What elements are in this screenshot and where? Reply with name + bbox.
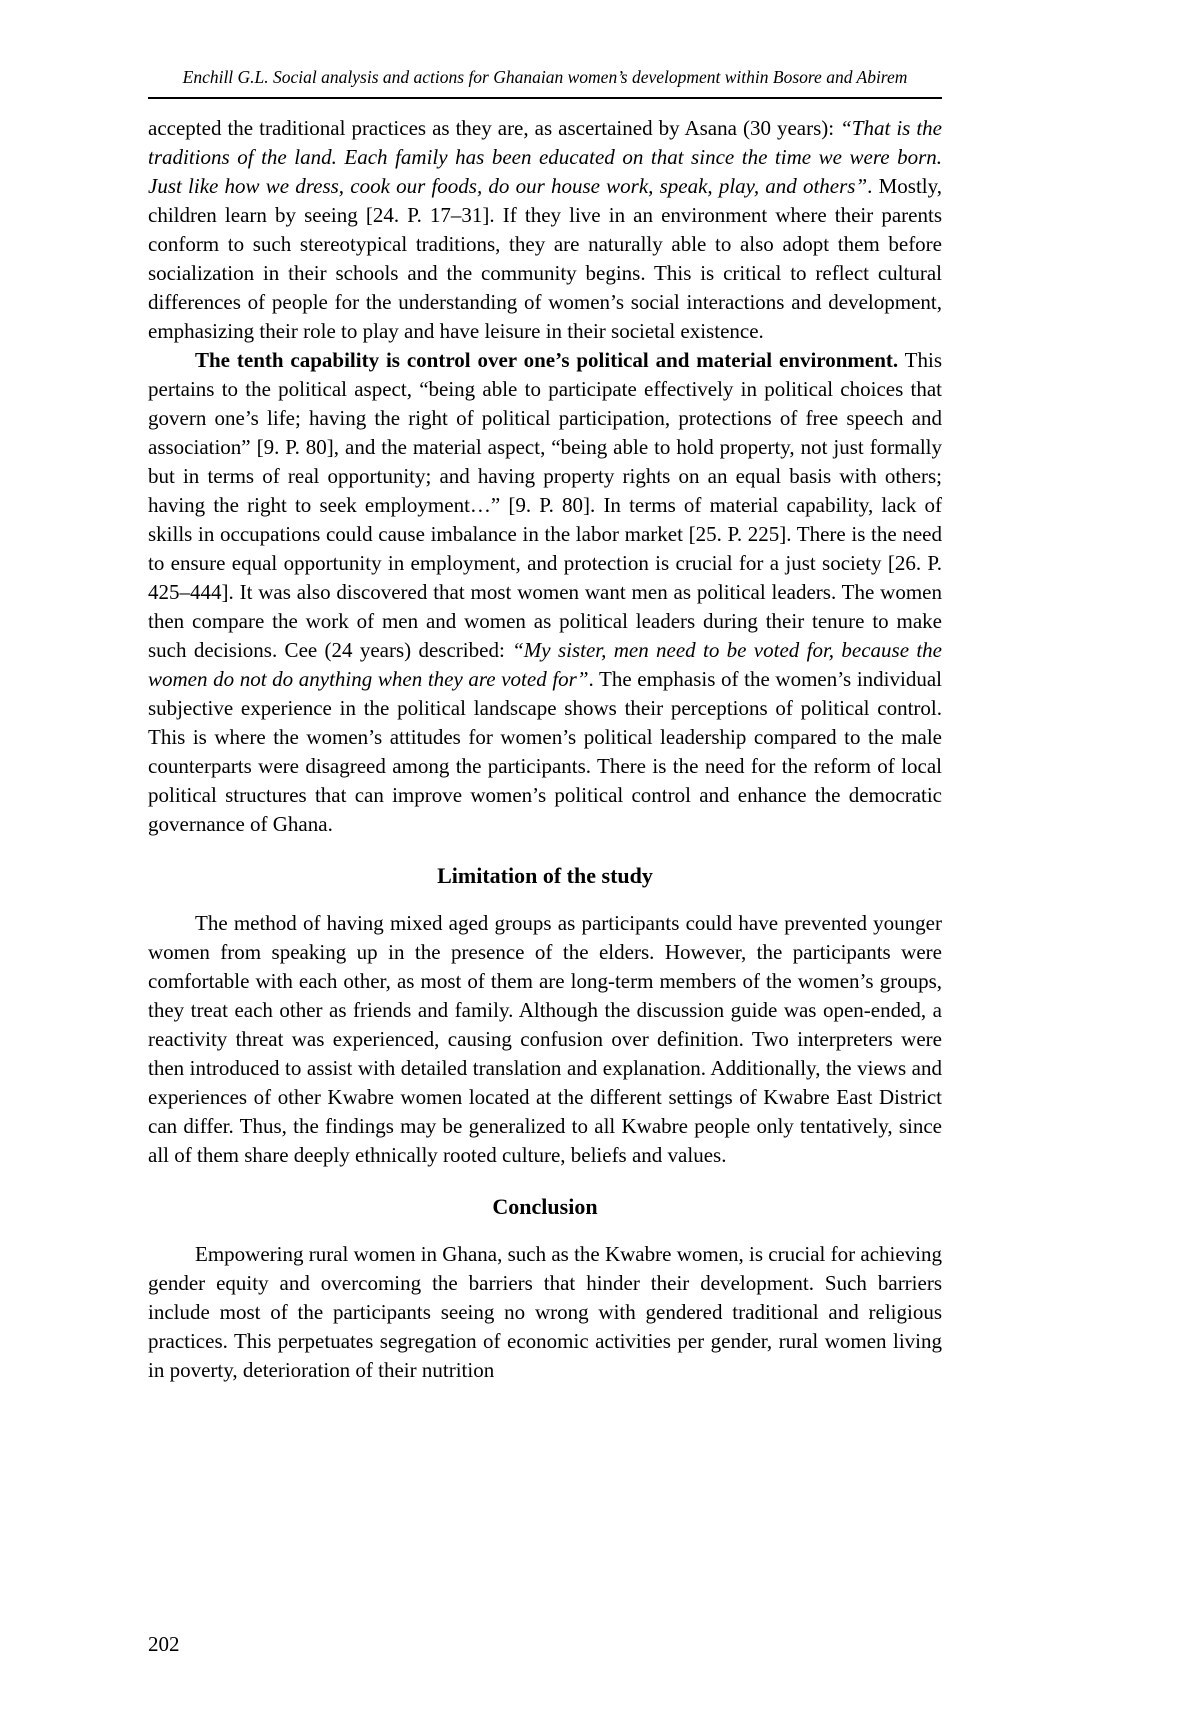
paragraph-tenth-capability [148, 346, 942, 839]
paragraph-text: This pertains to the political aspect, “being able to participate effectively in political choices that govern one’s life; having the right of political participation, protections of free speech and association” [9. P. 80], and the material aspect, “being able to hold property, not just formally but in terms of real opportunity; and having property rights on an equal basis with others; having the right to seek employment…” [9. P. 80]. In terms of material capability, lack of skills in occupations could cause imbalance in the labor market [25. P. 225]. There is the need to ensure equal opportunity in employment, and protection is crucial for a just society [26. P. 425–444]. It was also discovered that most women want men as political leaders. The women then compare the work of men and women as political leaders during their tenure to make such decisions. Cee (24 years) described: [148, 348, 942, 662]
paragraph-limitation: The method of having mixed aged groups as participants could have prevented younger women from speaking up in the presence of the elders. However, the participants were comfortable with each other, as most of them are long-term members of the women’s groups, they treat each other as friends and family. Although the discussion guide was open-ended, a reactivity threat was experienced, causing confusion over definition. Two interpreters were then introduced to assist with detailed translation and explanation. Additionally, the views and experiences of other Kwabre women located at the different settings of Kwabre East District can differ. Thus, the findings may be generalized to all Kwabre people only tentatively, since all of them share deeply ethnically rooted culture, beliefs and values. [148, 911, 942, 1167]
paragraph-text: . The emphasis of the women’s individual subjective experience in the political landscape shows their perceptions of political control. This is where the women’s attitudes for women’s political leadership compared to the male counterparts were disagreed among the participants. There is the need for the reform of local political structures that can improve women’s political control and enhance the democratic governance of Ghana. [148, 667, 942, 836]
page-content [148, 114, 942, 1385]
paragraph-capabilities-continued [148, 114, 942, 346]
page-number: 202 [148, 1632, 180, 1656]
running-header [148, 66, 942, 99]
paragraph-text: accepted the traditional practices as they are, as ascertained by Asana (30 years): [148, 116, 841, 140]
participant-quote-asana: “That is the traditions of the land. Each family has been educated on that since the time we were born. Just like how we dress, cook our foods, do our house work, speak, play, and others” [148, 116, 942, 198]
paragraph-text: . Mostly, children learn by seeing [24. P. 17–31]. If they live in an environment where their parents conform to such stereotypical traditions, they are naturally able to also adopt them before socialization in their schools and the community begins. This is critical to reflect cultural differences of people for the understanding of women’s social interactions and development, emphasizing their role to play and have leisure in their societal existence. [148, 174, 942, 343]
section-heading-conclusion: Conclusion [492, 1194, 598, 1219]
paragraph-conclusion: Empowering rural women in Ghana, such as the Kwabre women, is crucial for achieving gender equity and overcoming the barriers that hinder their development. Such barriers include most of the participants seeing no wrong with gendered traditional and religious practices. This perpetuates segregation of economic activities per gender, rural women living in poverty, deterioration of their nutrition [148, 1242, 943, 1382]
running-header-title: Enchill G.L. Social analysis and actions for Ghanaian women’s development within Bosore and Abirem [182, 67, 908, 87]
paragraph-bold-lead: The tenth capability is control over one’s political and material environment. [195, 348, 899, 372]
section-heading-limitation: Limitation of the study [437, 863, 653, 888]
participant-quote-cee: “My sister, men need to be voted for, because the women do not do anything when they are voted for” [148, 638, 942, 691]
